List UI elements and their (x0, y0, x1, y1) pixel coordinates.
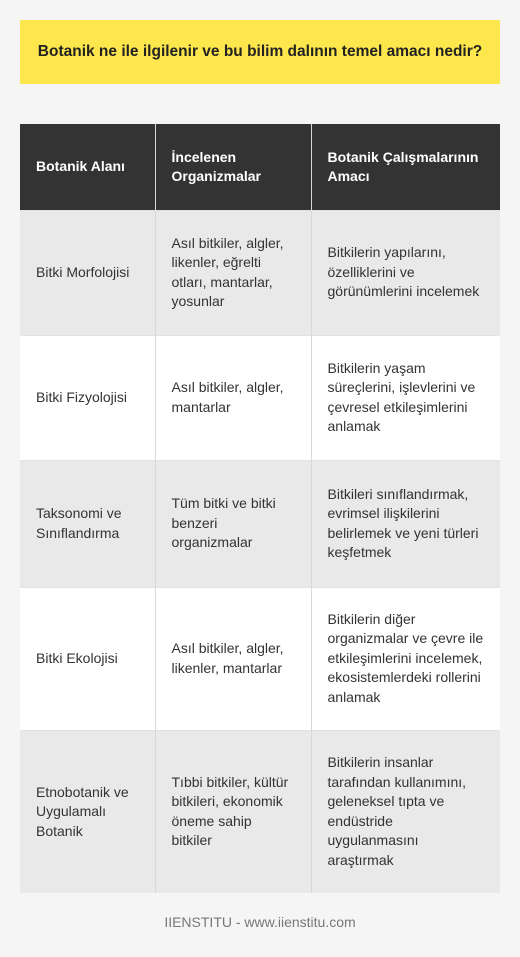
column-header-purpose: Botanik Çalışmalarının Amacı (311, 124, 500, 210)
table-row (20, 730, 500, 893)
column-header-organisms: İncelenen Organizmalar (155, 124, 311, 210)
cell-organisms: Asıl bitkiler, algler, likenler, mantarlar (155, 587, 311, 730)
cell-organisms: Asıl bitkiler, algler, likenler, eğrelti otları, mantarlar, yosunlar (155, 210, 311, 335)
cell-field: Etnobotanik ve Uygulamalı Botanik (20, 730, 155, 893)
table-header-row (20, 124, 500, 210)
table-row (20, 210, 500, 335)
cell-field: Bitki Ekolojisi (20, 587, 155, 730)
cell-organisms: Tıbbi bitkiler, kültür bitkileri, ekonomik öneme sahip bitkiler (155, 730, 311, 893)
page-title: Botanik ne ile ilgilenir ve bu bilim dalının temel amacı nedir? (37, 43, 483, 60)
cell-field: Bitki Fizyolojisi (20, 335, 155, 460)
cell-purpose: Bitkilerin diğer organizmalar ve çevre ile etkileşimlerini incelemek, ekosistemlerdeki rollerini anlamak (311, 587, 500, 730)
cell-purpose: Bitkilerin insanlar tarafından kullanımını, geleneksel tıpta ve endüstride uygulanmasını araştırmak (311, 730, 500, 893)
cell-purpose: Bitkileri sınıflandırmak, evrimsel ilişkilerini belirlemek ve yeni türleri keşfetmek (311, 460, 500, 587)
table-row (20, 460, 500, 587)
footer-credit: IIENSTITU - www.iienstitu.com (164, 914, 356, 930)
cell-purpose: Bitkilerin yaşam süreçlerini, işlevlerini ve çevresel etkileşimlerini anlamak (311, 335, 500, 460)
table-row (20, 335, 500, 460)
cell-purpose: Bitkilerin yapılarını, özelliklerini ve görünümlerini incelemek (311, 210, 500, 335)
column-header-field: Botanik Alanı (20, 124, 155, 210)
title-banner (20, 20, 500, 84)
botany-table (20, 124, 500, 893)
table-row (20, 587, 500, 730)
cell-field: Taksonomi ve Sınıflandırma (20, 460, 155, 587)
cell-organisms: Asıl bitkiler, algler, mantarlar (155, 335, 311, 460)
cell-organisms: Tüm bitki ve bitki benzeri organizmalar (155, 460, 311, 587)
cell-field: Bitki Morfolojisi (20, 210, 155, 335)
